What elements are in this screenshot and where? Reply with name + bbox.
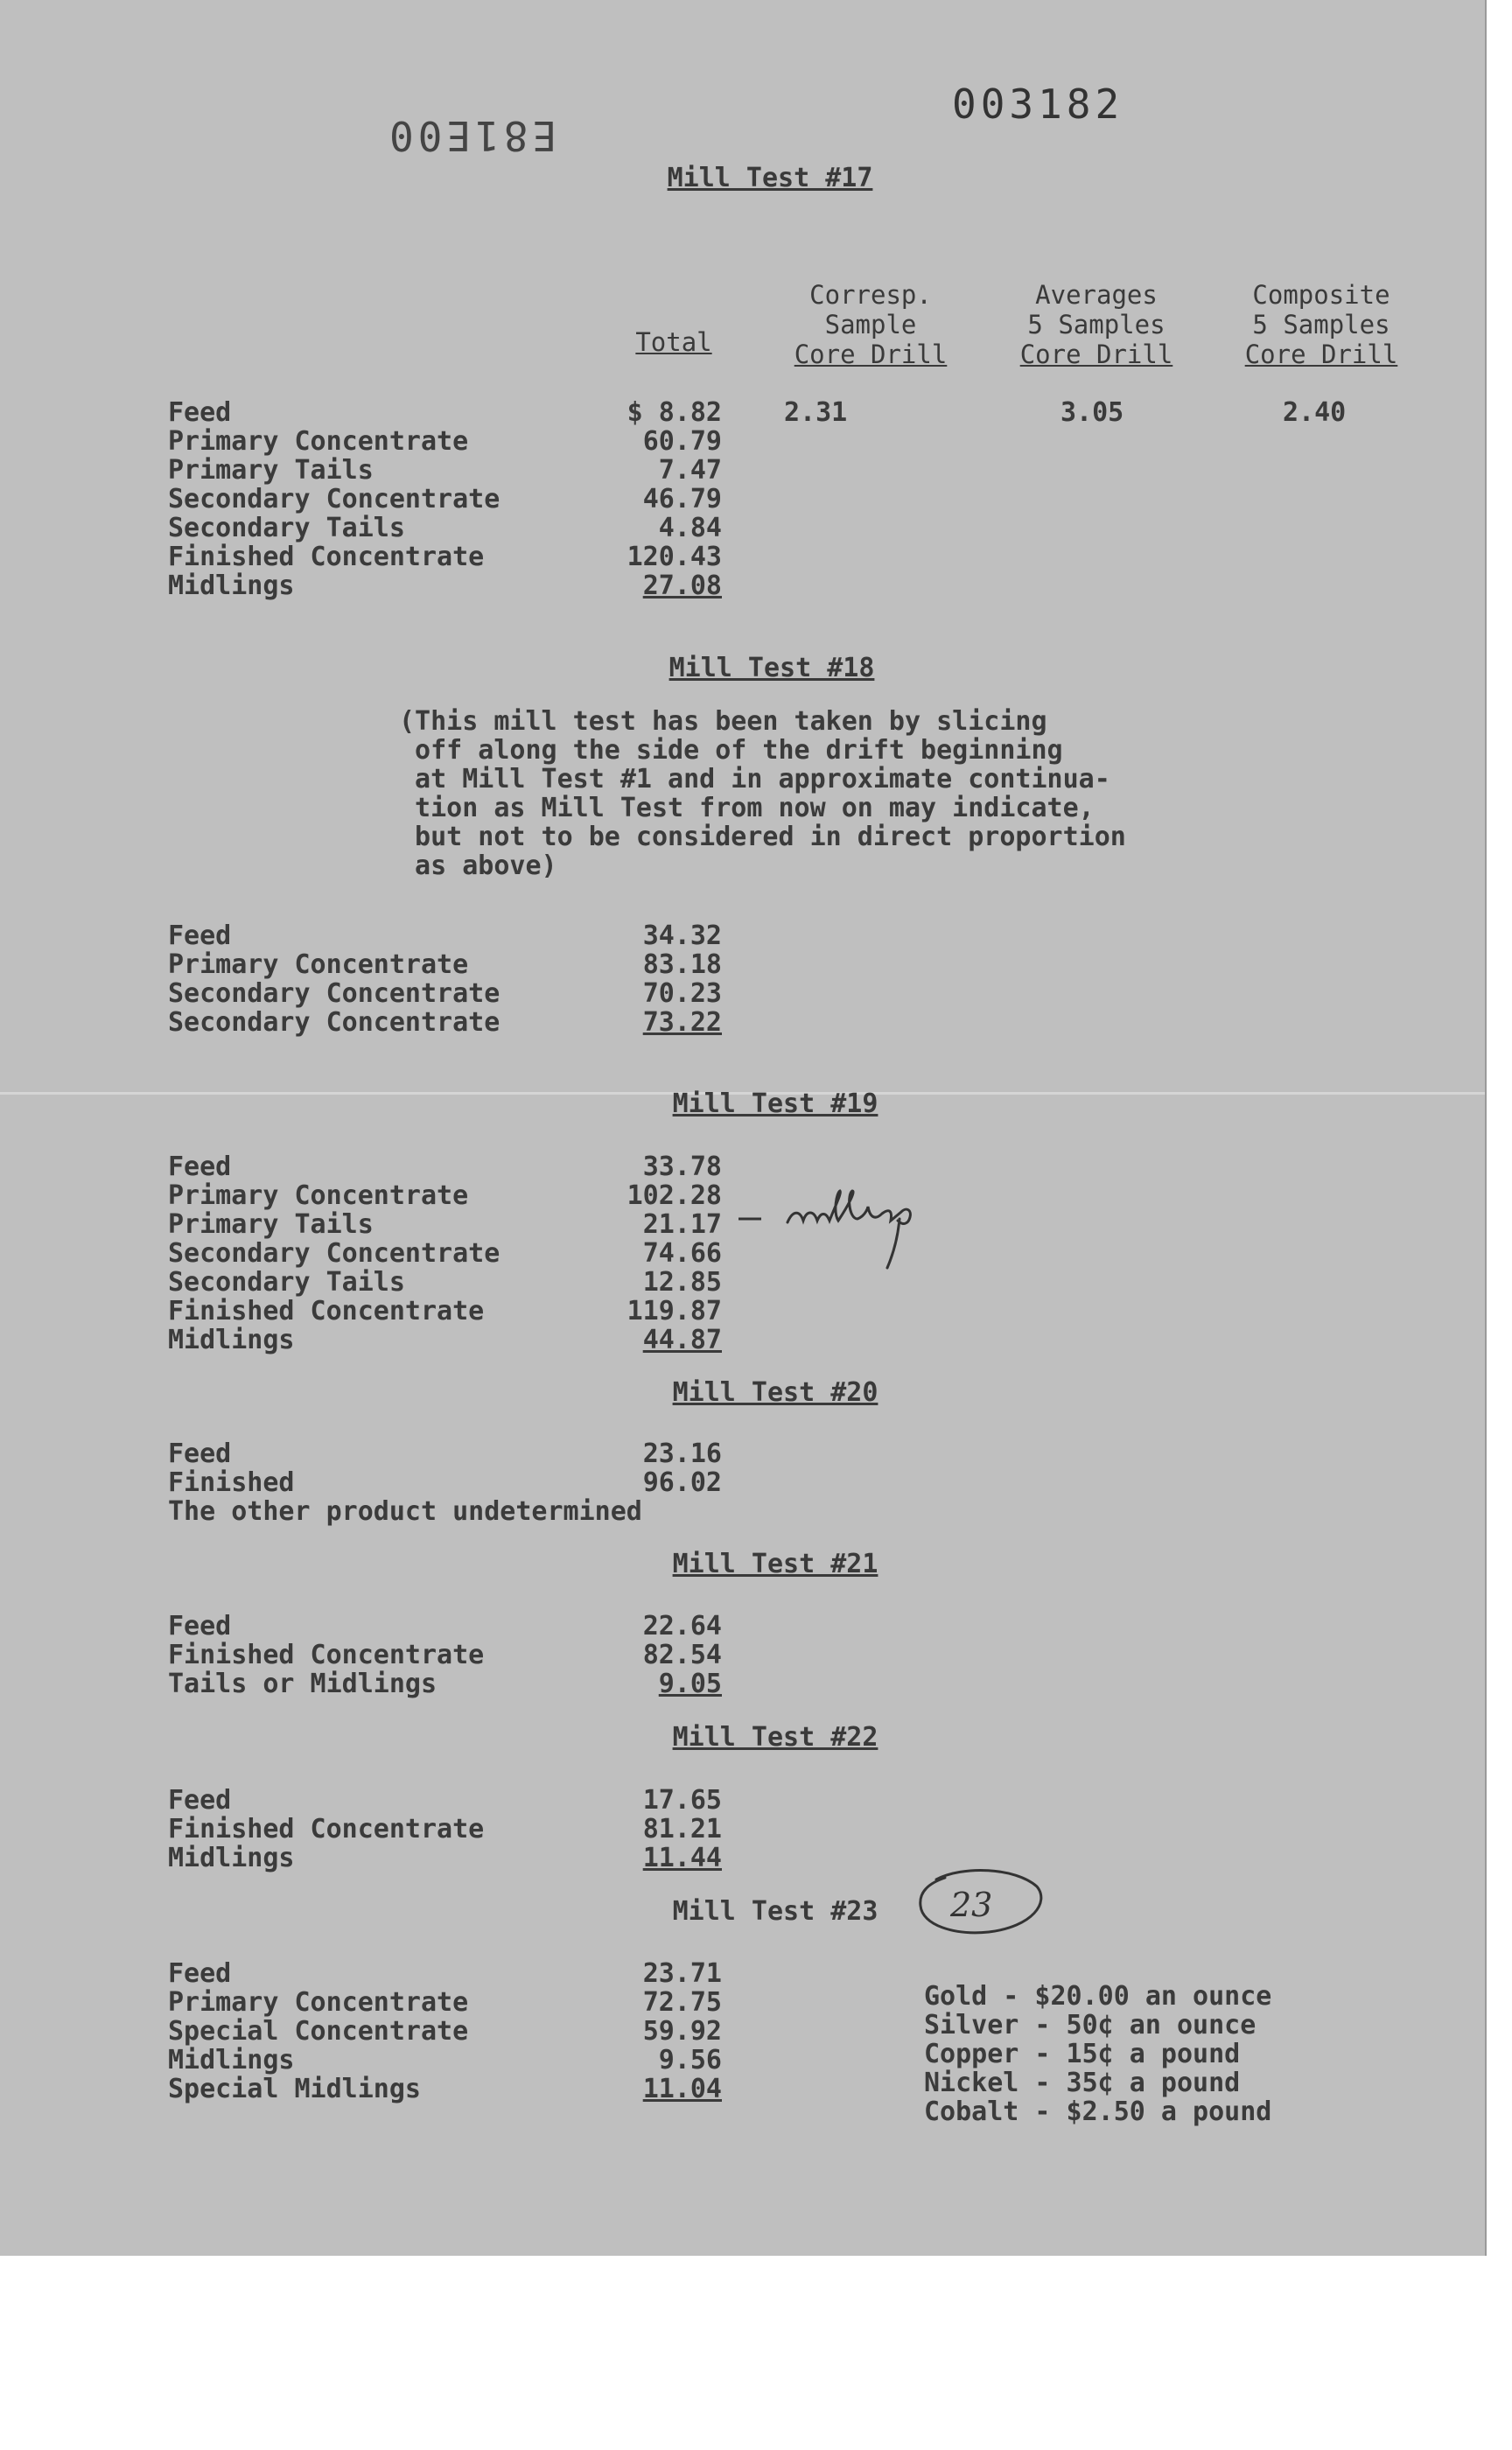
column-header-total: Total xyxy=(635,327,712,357)
table-row: Primary Tails 21.17 xyxy=(168,1209,722,1240)
handwritten-midling-annotation xyxy=(735,1186,1024,1273)
metal-prices-list xyxy=(924,1982,1271,2126)
mill-test-23-heading: Mill Test #23 xyxy=(672,1896,878,1927)
svg-text:23: 23 xyxy=(950,1886,993,1924)
price-nickel: Nickel - 35¢ a pound xyxy=(924,2068,1241,2098)
mill-test-21-heading: Mill Test #21 xyxy=(672,1549,878,1579)
table-row: Midlings 11.44 xyxy=(168,1843,722,1873)
mill-test-22-heading: Mill Test #22 xyxy=(672,1722,878,1753)
price-silver: Silver - 50¢ an ounce xyxy=(924,2010,1256,2040)
table-row: Midlings 44.87 xyxy=(168,1325,722,1355)
mill-test-18-table xyxy=(168,920,722,1036)
table-row: Secondary Concentrate 73.22 xyxy=(168,1007,722,1038)
mill-test-21-table xyxy=(168,1611,722,1698)
table-row: Primary Concentrate 83.18 xyxy=(168,949,722,980)
table-row: Secondary Concentrate 74.66 xyxy=(168,1238,722,1269)
mill-test-17-heading: Mill Test #17 xyxy=(667,163,873,193)
mill-test-23-table xyxy=(168,1958,722,2103)
table-row: Primary Concentrate 102.28 xyxy=(168,1180,722,1211)
price-gold: Gold - $20.00 an ounce xyxy=(924,1981,1272,2012)
feed-corresp-value: 2.31 xyxy=(784,397,848,428)
mill-test-19-table xyxy=(168,1152,722,1354)
table-row: Secondary Concentrate 70.23 xyxy=(168,978,722,1009)
table-row: Special Concentrate 59.92 xyxy=(168,2016,722,2047)
handwritten-circled-number xyxy=(910,1864,1050,1942)
table-row: Feed 33.78 xyxy=(168,1152,722,1182)
table-row: Secondary Tails 4.84 xyxy=(168,513,722,543)
table-row: Midlings 9.56 xyxy=(168,2045,722,2076)
price-cobalt: Cobalt - $2.50 a pound xyxy=(924,2096,1272,2127)
inverted-stamp-number: E81E00 xyxy=(385,112,557,159)
mill-test-19-heading: Mill Test #19 xyxy=(672,1088,878,1119)
table-row: Special Midlings 11.04 xyxy=(168,2074,722,2104)
feed-averages-value: 3.05 xyxy=(1060,397,1124,428)
table-row: Primary Concentrate 72.75 xyxy=(168,1987,722,2018)
mill-test-22-table xyxy=(168,1785,722,1872)
column-header-composite: Composite 5 Samples Core Drill xyxy=(1244,280,1398,369)
table-row: Tails or Midlings 9.05 xyxy=(168,1669,722,1699)
column-header-averages: Averages 5 Samples Core Drill xyxy=(1019,280,1173,369)
mill-test-17-table xyxy=(168,397,722,599)
table-row: Secondary Tails 12.85 xyxy=(168,1267,722,1298)
table-row: Feed 34.32 xyxy=(168,920,722,951)
table-row: Finished Concentrate 119.87 xyxy=(168,1296,722,1326)
price-copper: Copper - 15¢ a pound xyxy=(924,2039,1241,2069)
table-row: Finished Concentrate 82.54 xyxy=(168,1640,722,1670)
column-header-corresp: Corresp. Sample Core Drill xyxy=(794,280,948,369)
table-row: Primary Tails 7.47 xyxy=(168,455,722,486)
table-row: Midlings 27.08 xyxy=(168,570,722,601)
mill-test-20-heading: Mill Test #20 xyxy=(672,1377,878,1408)
table-row: Feed 17.65 xyxy=(168,1785,722,1816)
table-row: Finished Concentrate 120.43 xyxy=(168,542,722,572)
table-row: The other product undetermined xyxy=(168,1496,642,1527)
table-row: Primary Concentrate 60.79 xyxy=(168,426,722,457)
table-row: Finished 96.02 xyxy=(168,1467,722,1498)
mill-test-20-table xyxy=(168,1438,780,1525)
table-row: Feed 22.64 xyxy=(168,1611,722,1642)
table-row: Finished Concentrate 81.21 xyxy=(168,1814,722,1844)
table-row: Secondary Concentrate 46.79 xyxy=(168,484,722,514)
mill-test-18-note: (This mill test has been taken by slicing off along the side of the drift beginning at Mill Test #1 and in approximate continua- tion as Mill Test from now on may indicate, but not to be considered in direct proportion as above) xyxy=(399,706,1126,881)
stamp-number: 003182 xyxy=(952,80,1124,128)
table-row: Feed $ 8.82 xyxy=(168,397,722,428)
mill-test-18-heading: Mill Test #18 xyxy=(668,653,875,683)
table-row: Feed 23.16 xyxy=(168,1438,722,1469)
table-row: Feed 23.71 xyxy=(168,1958,722,1989)
feed-composite-value: 2.40 xyxy=(1283,397,1347,428)
